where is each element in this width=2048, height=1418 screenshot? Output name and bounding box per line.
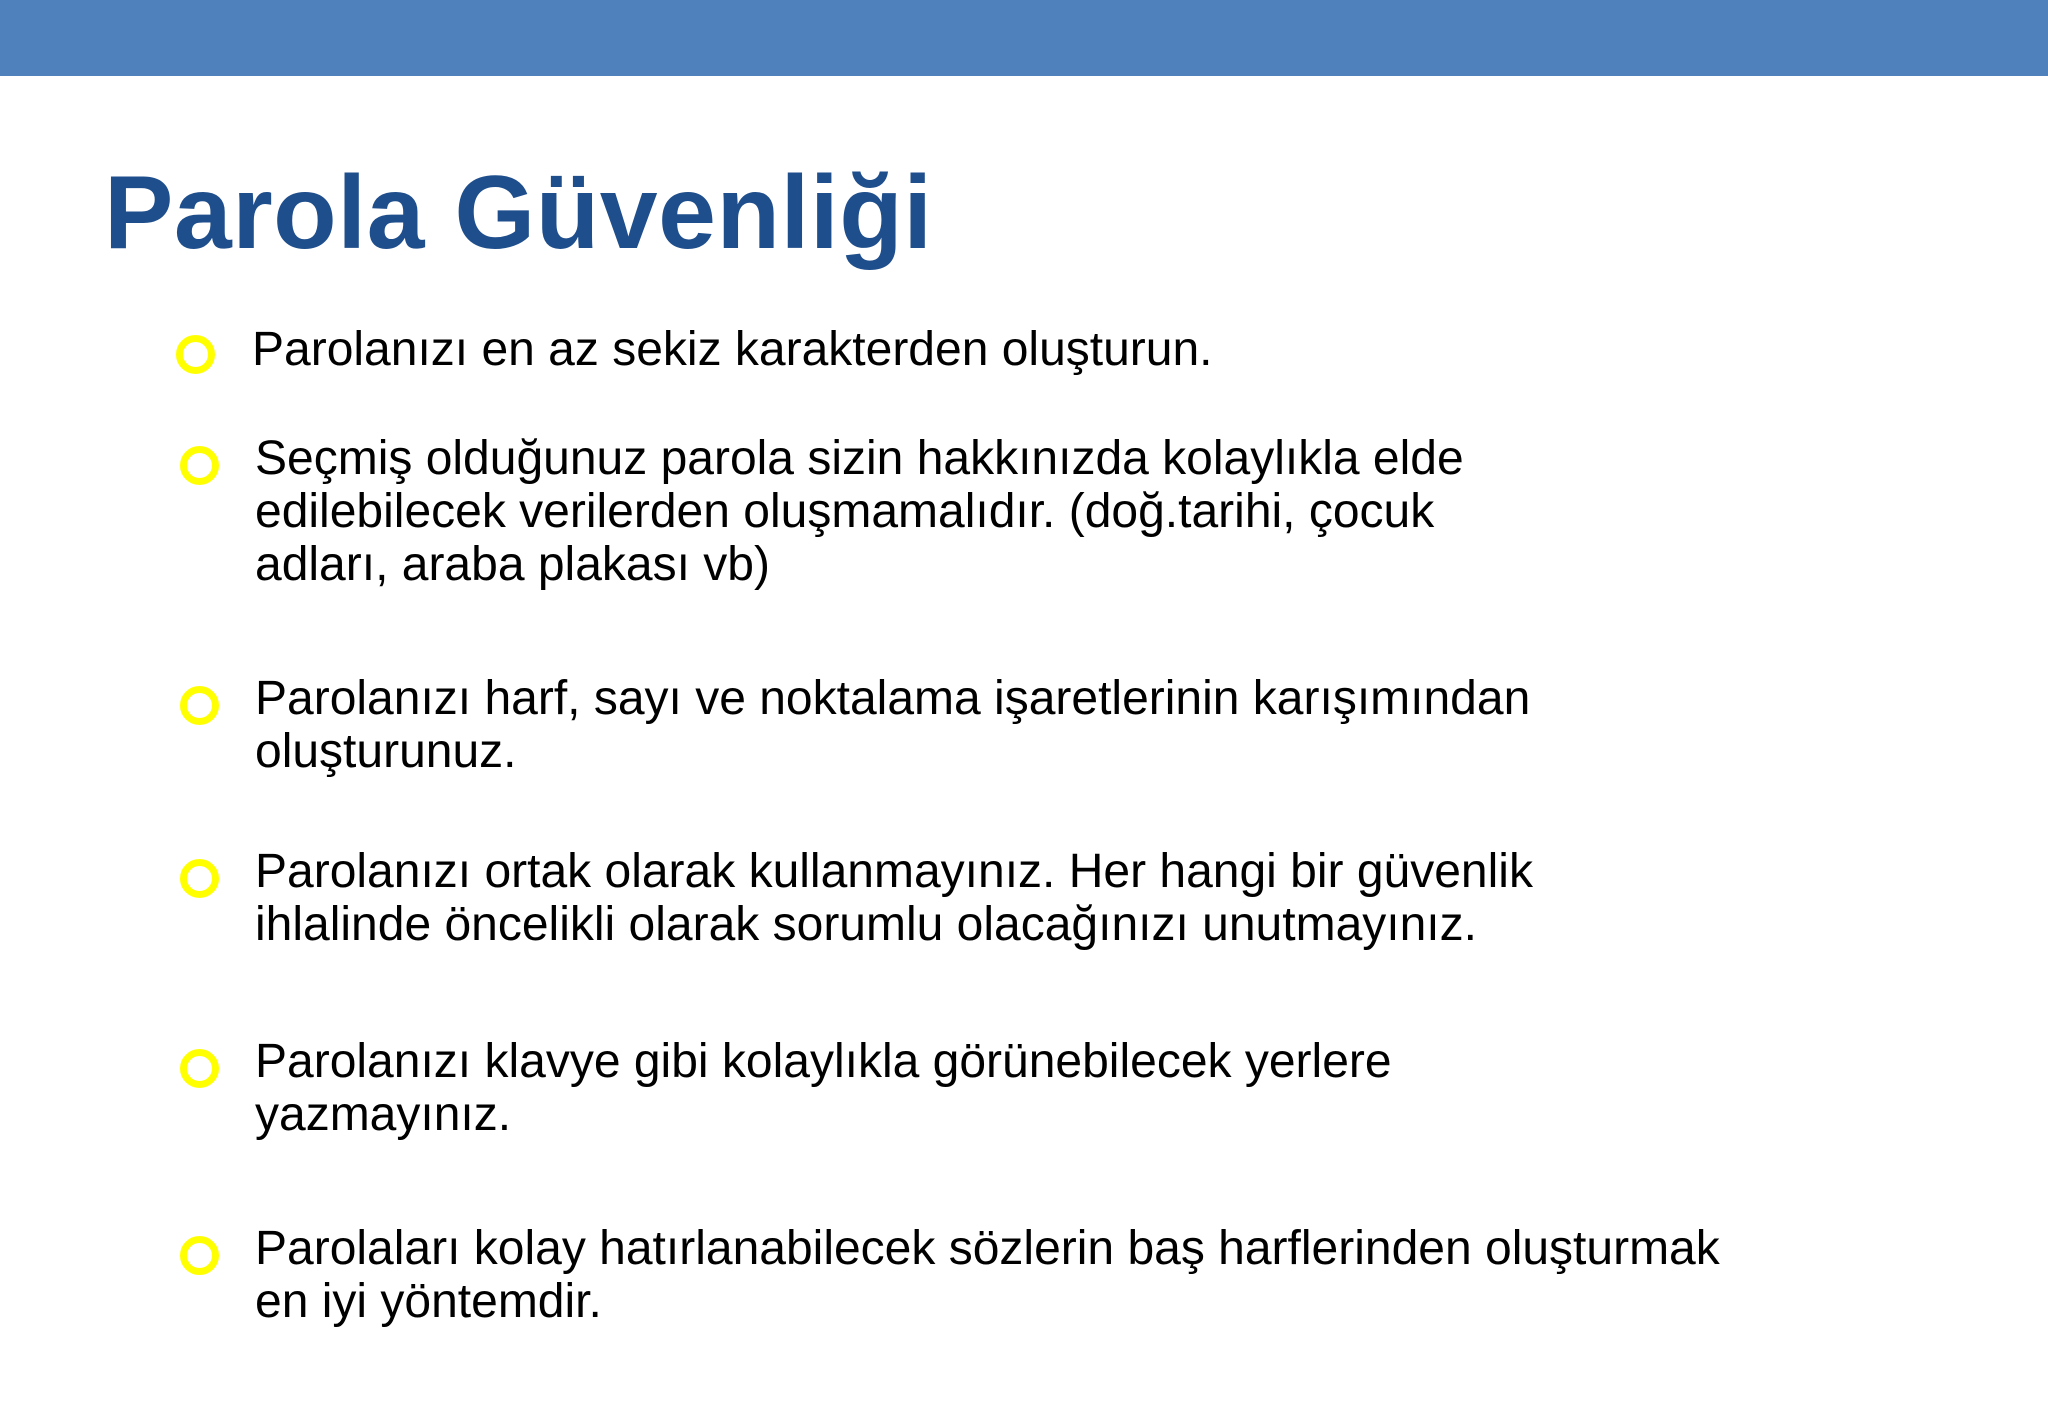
circle-bullet-icon xyxy=(180,1049,219,1088)
bullet-text: Parolanızı klavye gibi kolaylıkla görünebilecek yerlere yazmayınız. xyxy=(255,1035,1392,1141)
bullet-text: Parolaları kolay hatırlanabilecek sözlerin baş harflerinden oluşturmak en iyi yöntemdir. xyxy=(255,1222,1720,1328)
bullet-text: Seçmiş olduğunuz parola sizin hakkınızda kolaylıkla elde edilebilecek verilerden oluşmamalıdır. (doğ.tarihi, çocuk adları, araba plakası vb) xyxy=(255,432,1464,591)
header-bar xyxy=(0,0,2048,76)
bullet-text: Parolanızı harf, sayı ve noktalama işaretlerinin karışımından oluşturunuz. xyxy=(255,672,1531,778)
slide-title: Parola Güvenliği xyxy=(104,155,933,271)
circle-bullet-icon xyxy=(180,1236,219,1275)
circle-bullet-icon xyxy=(180,859,219,898)
bullet-text: Parolanızı en az sekiz karakterden oluşturun. xyxy=(252,323,1213,376)
circle-bullet-icon xyxy=(180,686,219,725)
circle-bullet-icon xyxy=(176,335,215,374)
bullet-text: Parolanızı ortak olarak kullanmayınız. Her hangi bir güvenlik ihlalinde öncelikli olarak sorumlu olacağınızı unutmayınız. xyxy=(255,845,1533,951)
circle-bullet-icon xyxy=(180,446,219,485)
